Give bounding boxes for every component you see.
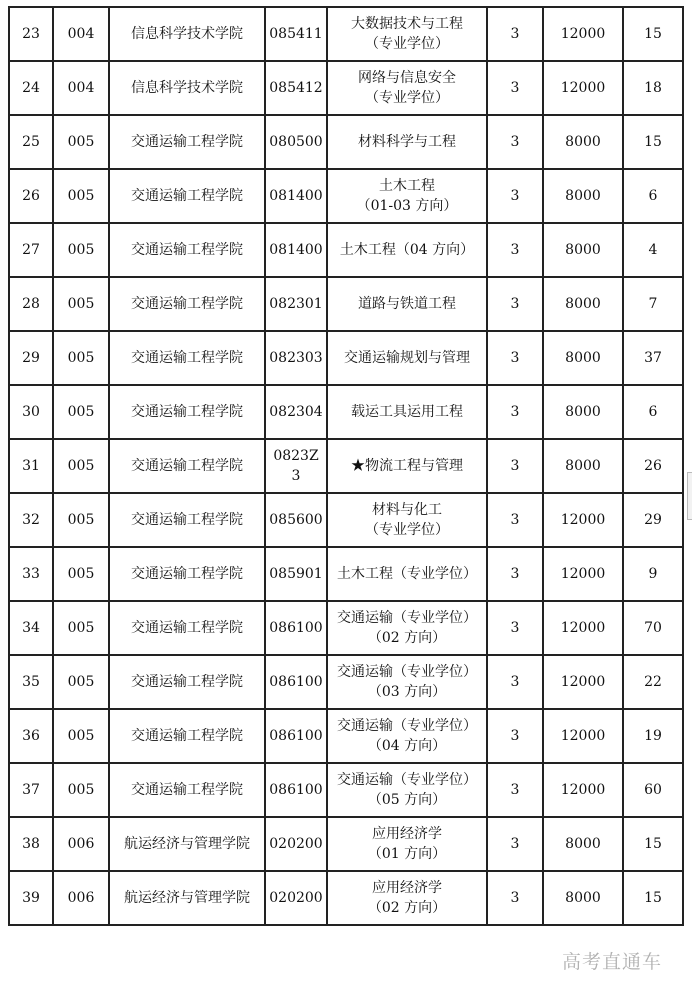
cell-major-code-line: 081400 xyxy=(269,242,323,258)
table-row xyxy=(9,115,683,169)
cell-years: 3 xyxy=(487,601,543,655)
cell-major-code-line: 3 xyxy=(291,468,301,484)
cell-major-code-line: 020200 xyxy=(269,836,323,852)
cell-quota: 26 xyxy=(623,439,683,493)
cell-major-code xyxy=(265,385,327,439)
cell-major-line: 网络与信息安全 xyxy=(358,70,456,86)
table-row xyxy=(9,169,683,223)
cell-major xyxy=(327,169,487,223)
cell-department-code: 005 xyxy=(53,169,109,223)
cell-major-line: 交通运输（专业学位） xyxy=(337,772,477,788)
cell-major-code-line: 085411 xyxy=(269,26,323,42)
cell-major xyxy=(327,385,487,439)
cell-major-code xyxy=(265,817,327,871)
cell-department-code: 005 xyxy=(53,601,109,655)
cell-row-number: 25 xyxy=(9,115,53,169)
cell-major-line: 土木工程（专业学位） xyxy=(337,566,477,582)
cell-row-number: 36 xyxy=(9,709,53,763)
cell-major xyxy=(327,817,487,871)
cell-quota: 6 xyxy=(623,385,683,439)
cell-row-number: 28 xyxy=(9,277,53,331)
cell-major-code-line: 085412 xyxy=(269,80,323,96)
table-row xyxy=(9,709,683,763)
cell-tuition: 12000 xyxy=(543,547,623,601)
cell-tuition: 8000 xyxy=(543,871,623,925)
cell-quota: 22 xyxy=(623,655,683,709)
cell-major-line: （专业学位） xyxy=(365,90,449,106)
cell-department-code: 005 xyxy=(53,115,109,169)
cell-major xyxy=(327,601,487,655)
cell-major-line: 材料科学与工程 xyxy=(358,134,456,150)
cell-years: 3 xyxy=(487,655,543,709)
cell-years: 3 xyxy=(487,871,543,925)
table-row xyxy=(9,331,683,385)
table-row xyxy=(9,601,683,655)
cell-major xyxy=(327,115,487,169)
cell-department: 交通运输工程学院 xyxy=(109,169,265,223)
cell-major-line: （01 方向） xyxy=(367,846,447,862)
cell-major-code-line: 086100 xyxy=(269,728,323,744)
cell-quota: 15 xyxy=(623,817,683,871)
cell-department-code: 006 xyxy=(53,871,109,925)
cell-department-code: 005 xyxy=(53,223,109,277)
cell-tuition: 8000 xyxy=(543,223,623,277)
cell-major-code xyxy=(265,547,327,601)
cell-major-code xyxy=(265,763,327,817)
cell-major-code xyxy=(265,493,327,547)
cell-major-line: 道路与铁道工程 xyxy=(358,296,456,312)
cell-department-code: 004 xyxy=(53,7,109,61)
cell-tuition: 12000 xyxy=(543,709,623,763)
cell-tuition: 12000 xyxy=(543,493,623,547)
table-row xyxy=(9,871,683,925)
cell-major-line: 大数据技术与工程 xyxy=(351,16,463,32)
cell-major-line: 应用经济学 xyxy=(372,880,442,896)
cell-major xyxy=(327,547,487,601)
cell-major-code-line: 020200 xyxy=(269,890,323,906)
cell-quota: 15 xyxy=(623,7,683,61)
cell-department-code: 005 xyxy=(53,547,109,601)
cell-major-code xyxy=(265,655,327,709)
cell-years: 3 xyxy=(487,817,543,871)
cell-tuition: 8000 xyxy=(543,277,623,331)
cell-quota: 18 xyxy=(623,61,683,115)
cell-department: 交通运输工程学院 xyxy=(109,601,265,655)
cell-tuition: 8000 xyxy=(543,331,623,385)
cell-tuition: 12000 xyxy=(543,7,623,61)
cell-row-number: 23 xyxy=(9,7,53,61)
cell-department: 交通运输工程学院 xyxy=(109,331,265,385)
cell-major-line: 应用经济学 xyxy=(372,826,442,842)
cell-department: 航运经济与管理学院 xyxy=(109,817,265,871)
cell-major-line: 交通运输（专业学位） xyxy=(337,610,477,626)
cell-major-code xyxy=(265,601,327,655)
cell-row-number: 33 xyxy=(9,547,53,601)
cell-quota: 37 xyxy=(623,331,683,385)
cell-department: 交通运输工程学院 xyxy=(109,763,265,817)
cell-years: 3 xyxy=(487,61,543,115)
cell-quota: 19 xyxy=(623,709,683,763)
cell-years: 3 xyxy=(487,439,543,493)
cell-major xyxy=(327,223,487,277)
cell-department-code: 005 xyxy=(53,277,109,331)
cell-years: 3 xyxy=(487,385,543,439)
table-row xyxy=(9,223,683,277)
cell-years: 3 xyxy=(487,223,543,277)
cell-years: 3 xyxy=(487,493,543,547)
cell-major-code-line: 081400 xyxy=(269,188,323,204)
cell-tuition: 8000 xyxy=(543,115,623,169)
cell-years: 3 xyxy=(487,763,543,817)
cell-major-code xyxy=(265,331,327,385)
cell-years: 3 xyxy=(487,709,543,763)
cell-major-code xyxy=(265,439,327,493)
cell-row-number: 31 xyxy=(9,439,53,493)
cell-quota: 6 xyxy=(623,169,683,223)
cell-major-code-line: 085600 xyxy=(269,512,323,528)
cell-major-code-line: 080500 xyxy=(269,134,323,150)
cell-major-line: 交通运输规划与管理 xyxy=(344,350,470,366)
cell-department-code: 005 xyxy=(53,331,109,385)
cell-major xyxy=(327,709,487,763)
cell-major-code xyxy=(265,7,327,61)
cell-major xyxy=(327,277,487,331)
watermark: 高考直通车 xyxy=(561,951,662,973)
cell-tuition: 12000 xyxy=(543,763,623,817)
cell-department-code: 006 xyxy=(53,817,109,871)
cell-major-line: （03 方向） xyxy=(367,684,447,700)
cell-major-line: 交通运输（专业学位） xyxy=(337,718,477,734)
cell-major-line: 材料与化工 xyxy=(372,502,442,518)
cell-years: 3 xyxy=(487,169,543,223)
cell-major xyxy=(327,655,487,709)
cell-department-code: 005 xyxy=(53,709,109,763)
cell-quota: 7 xyxy=(623,277,683,331)
cell-major xyxy=(327,493,487,547)
cell-row-number: 29 xyxy=(9,331,53,385)
cell-major-code-line: 082303 xyxy=(269,350,323,366)
cell-row-number: 26 xyxy=(9,169,53,223)
cell-tuition: 8000 xyxy=(543,169,623,223)
cell-row-number: 37 xyxy=(9,763,53,817)
cell-major-code xyxy=(265,223,327,277)
cell-major-code-line: 086100 xyxy=(269,674,323,690)
cell-department: 交通运输工程学院 xyxy=(109,655,265,709)
cell-major-code-line: 086100 xyxy=(269,620,323,636)
cell-row-number: 34 xyxy=(9,601,53,655)
cell-major-line: （04 方向） xyxy=(367,738,447,754)
cell-department: 交通运输工程学院 xyxy=(109,223,265,277)
cell-department: 交通运输工程学院 xyxy=(109,385,265,439)
cell-years: 3 xyxy=(487,331,543,385)
cell-row-number: 38 xyxy=(9,817,53,871)
cell-row-number: 27 xyxy=(9,223,53,277)
cell-major-line: （专业学位） xyxy=(365,36,449,52)
table-row xyxy=(9,547,683,601)
cell-department: 信息科学技术学院 xyxy=(109,7,265,61)
cell-major-code xyxy=(265,61,327,115)
cell-major-code xyxy=(265,871,327,925)
cell-major-code-line: 085901 xyxy=(269,566,323,582)
cell-quota: 4 xyxy=(623,223,683,277)
cell-department-code: 005 xyxy=(53,655,109,709)
table-row xyxy=(9,817,683,871)
cell-department: 交通运输工程学院 xyxy=(109,115,265,169)
cell-department-code: 005 xyxy=(53,439,109,493)
enrollment-table xyxy=(8,6,684,926)
cell-major-line: 载运工具运用工程 xyxy=(351,404,463,420)
cell-tuition: 8000 xyxy=(543,385,623,439)
cell-major-line: 交通运输（专业学位） xyxy=(337,664,477,680)
table-row xyxy=(9,385,683,439)
cell-department: 信息科学技术学院 xyxy=(109,61,265,115)
cell-row-number: 24 xyxy=(9,61,53,115)
cell-major-code xyxy=(265,709,327,763)
cell-tuition: 12000 xyxy=(543,601,623,655)
cell-major xyxy=(327,763,487,817)
cell-tuition: 12000 xyxy=(543,61,623,115)
cell-major xyxy=(327,61,487,115)
cell-department: 交通运输工程学院 xyxy=(109,493,265,547)
cell-quota: 29 xyxy=(623,493,683,547)
table-body xyxy=(9,7,683,925)
cell-years: 3 xyxy=(487,7,543,61)
cell-row-number: 39 xyxy=(9,871,53,925)
cell-major-code xyxy=(265,277,327,331)
table-row xyxy=(9,61,683,115)
cell-row-number: 30 xyxy=(9,385,53,439)
cell-major-line: ★物流工程与管理 xyxy=(351,458,463,474)
cell-department: 航运经济与管理学院 xyxy=(109,871,265,925)
cell-department: 交通运输工程学院 xyxy=(109,709,265,763)
cell-tuition: 12000 xyxy=(543,655,623,709)
cell-quota: 15 xyxy=(623,871,683,925)
cell-major-code-line: 082304 xyxy=(269,404,323,420)
cell-department-code: 005 xyxy=(53,493,109,547)
table-row xyxy=(9,493,683,547)
cell-tuition: 8000 xyxy=(543,439,623,493)
cell-major-line: （02 方向） xyxy=(367,630,447,646)
cell-years: 3 xyxy=(487,547,543,601)
cell-major xyxy=(327,871,487,925)
table-row xyxy=(9,439,683,493)
cell-major xyxy=(327,331,487,385)
cell-tuition: 8000 xyxy=(543,817,623,871)
cell-quota: 15 xyxy=(623,115,683,169)
table-row xyxy=(9,277,683,331)
cell-department-code: 004 xyxy=(53,61,109,115)
cell-major-line: （01-03 方向） xyxy=(356,198,458,214)
table-row xyxy=(9,763,683,817)
cell-major-line: 土木工程（04 方向） xyxy=(339,242,475,258)
cell-major-line: （专业学位） xyxy=(365,522,449,538)
cell-major-code-line: 082301 xyxy=(269,296,323,312)
cell-department-code: 005 xyxy=(53,385,109,439)
cell-major-code-line: 086100 xyxy=(269,782,323,798)
cell-major-code-line: 0823Z xyxy=(273,448,319,464)
cell-major-code xyxy=(265,169,327,223)
cell-quota: 60 xyxy=(623,763,683,817)
cell-major-line: 土木工程 xyxy=(379,178,435,194)
cell-department: 交通运输工程学院 xyxy=(109,439,265,493)
cell-quota: 9 xyxy=(623,547,683,601)
cell-years: 3 xyxy=(487,115,543,169)
cell-department: 交通运输工程学院 xyxy=(109,547,265,601)
table-row xyxy=(9,655,683,709)
cell-major-line: （02 方向） xyxy=(367,900,447,916)
cell-major-code xyxy=(265,115,327,169)
cell-major xyxy=(327,439,487,493)
scroll-edge-handle[interactable] xyxy=(687,472,692,520)
cell-quota: 70 xyxy=(623,601,683,655)
cell-years: 3 xyxy=(487,277,543,331)
cell-department-code: 005 xyxy=(53,763,109,817)
cell-major xyxy=(327,7,487,61)
cell-major-line: （05 方向） xyxy=(367,792,447,808)
cell-department: 交通运输工程学院 xyxy=(109,277,265,331)
table-row xyxy=(9,7,683,61)
cell-row-number: 35 xyxy=(9,655,53,709)
cell-row-number: 32 xyxy=(9,493,53,547)
